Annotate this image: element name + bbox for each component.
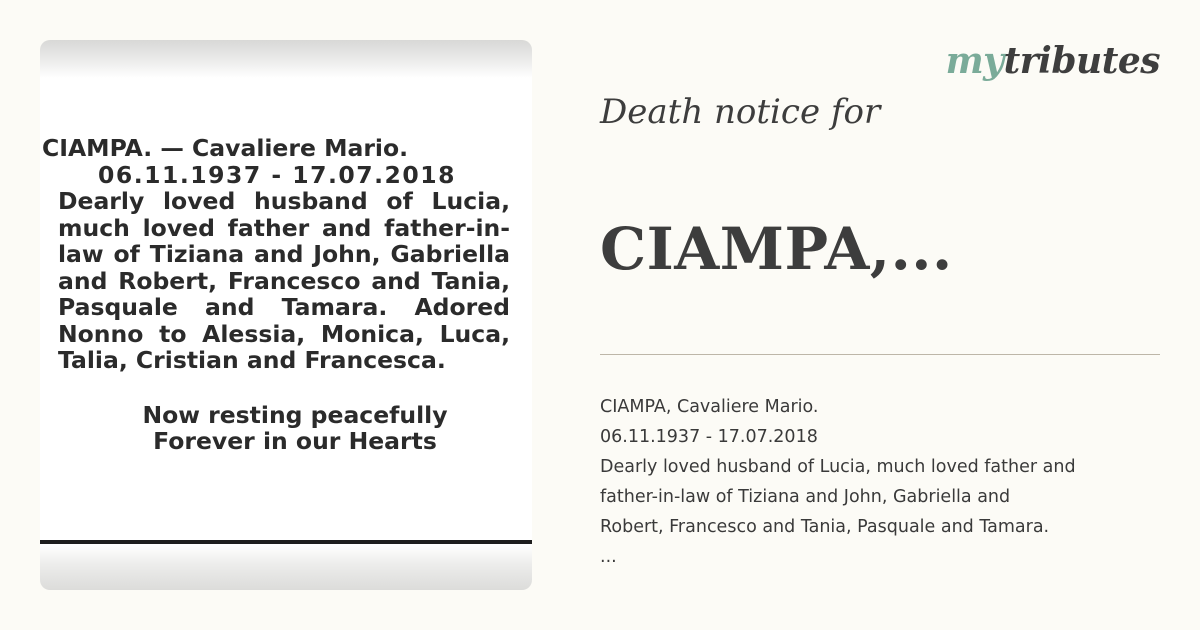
notice-excerpt [600,392,1160,572]
excerpt-ellipsis: ... [600,547,617,567]
page-title: CIAMPA,... [600,215,953,283]
notice-dates: 06.11.1937 - 17.07.2018 [98,160,456,189]
divider [600,354,1160,355]
notice-closing-line2: Forever in our Hearts [153,427,437,455]
brand-logo-part2: tributes [1003,40,1160,82]
notice-closing-line1: Now resting peacefully [142,400,448,429]
excerpt-line: 06.11.1937 - 17.07.2018 [600,427,818,447]
notice-bottom-rule [40,540,532,544]
excerpt-line: father-in-law of Tiziana and John, Gabriella and [600,487,1011,507]
excerpt-line: Robert, Francesco and Tania, Pasquale and Tamara. [600,517,1050,537]
brand-logo-part1: my [945,40,1004,82]
death-notice-image [40,40,532,590]
brand-logo[interactable] [946,40,1160,82]
notice-closing [40,402,532,455]
notice-heading: CIAMPA. — Cavaliere Mario. [42,134,409,162]
notice-text [40,135,532,455]
excerpt-line: Dearly loved husband of Lucia, much loved father and [600,457,1076,477]
excerpt-line: CIAMPA, Cavaliere Mario. [600,397,819,417]
notice-body: Dearly loved husband of Lucia, much loved father and father-in-law of Tiziana and John, Gabriella and Robert, Francesco and Tania, Pasquale and Tamara. Adored Nonno to Alessia, Monica, Luca, Talia, Cristian and Francesca. [58,187,510,374]
page-subtitle: Death notice for [600,92,881,132]
